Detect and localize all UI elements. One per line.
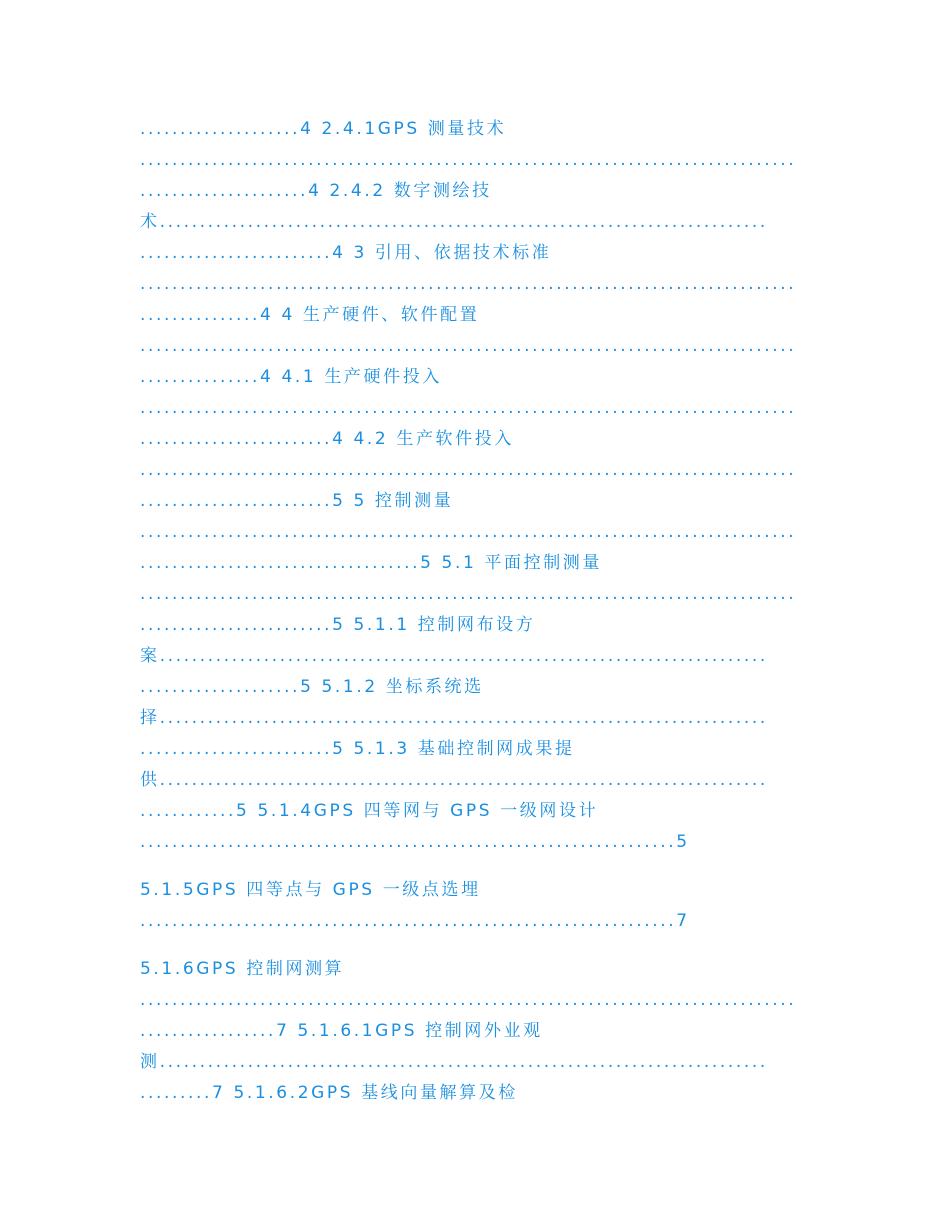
toc-line: 术............................................................................ — [140, 212, 768, 232]
toc-leader-line: .................................................................................. — [140, 522, 797, 542]
toc-line: ....................5 5.1.2 坐标系统选 — [140, 677, 484, 697]
toc-line: 5.1.5GPS 四等点与 GPS 一级点选埋 — [140, 880, 481, 900]
toc-leader-line: ...................................................................7 — [140, 911, 690, 931]
toc-line: .....................4 2.4.2 数字测绘技 — [140, 181, 492, 201]
toc-leader-line: .................................................................................. — [140, 274, 797, 294]
toc-leader-line: ...................................................................5 — [140, 832, 690, 852]
toc-line: ........................4 4.2 生产软件投入 — [140, 429, 514, 449]
toc-line: ........................5 5.1.1 控制网布设方 — [140, 615, 536, 635]
toc-line: ........................4 3 引用、依据技术标准 — [140, 243, 552, 263]
toc-line: 案............................................................................ — [140, 646, 768, 666]
toc-line: ............5 5.1.4GPS 四等网与 GPS 一级网设计 — [140, 801, 599, 821]
toc-line: ........................5 5 控制测量 — [140, 491, 454, 511]
toc-leader-line: .................................................................................. — [140, 150, 797, 170]
toc-leader-line: .................................................................................. — [140, 336, 797, 356]
table-of-contents — [140, 114, 808, 1109]
toc-line: .........7 5.1.6.2GPS 基线向量解算及检 — [140, 1083, 518, 1103]
toc-spacer — [140, 937, 808, 954]
toc-line: 供............................................................................ — [140, 770, 768, 790]
toc-line: ...................................5 5.1 平面控制测量 — [140, 553, 602, 573]
toc-leader-line: .................................................................................. — [140, 584, 797, 604]
toc-line: .................7 5.1.6.1GPS 控制网外业观 — [140, 1021, 543, 1041]
toc-leader-line: .................................................................................. — [140, 398, 797, 418]
toc-leader-line: .................................................................................. — [140, 460, 797, 480]
toc-leader-line: .................................................................................. — [140, 990, 797, 1010]
toc-line: ....................4 2.4.1GPS 测量技术 — [140, 119, 507, 139]
toc-spacer — [140, 858, 808, 875]
toc-line: ........................5 5.1.3 基础控制网成果提 — [140, 739, 575, 759]
toc-line: 测............................................................................ — [140, 1052, 768, 1072]
toc-line: ...............4 4 生产硬件、软件配置 — [140, 305, 480, 325]
toc-line: 5.1.6GPS 控制网测算 — [140, 959, 345, 979]
toc-line: 择............................................................................ — [140, 708, 768, 728]
toc-line: ...............4 4.1 生产硬件投入 — [140, 367, 442, 387]
